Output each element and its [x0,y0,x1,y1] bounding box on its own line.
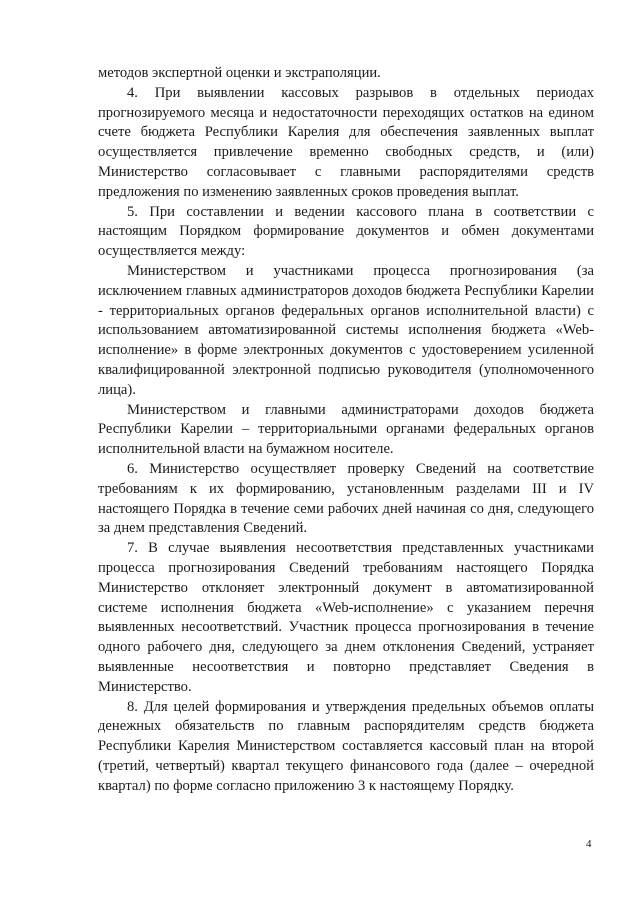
paragraph-item-6: 6. Министерство осуществляет проверку Сведений на соответствие требованиям к их формированию, установленным разделами III и IV настоящего Порядка в течение семи рабочих дней начиная со дня, следующего за днем представления Сведений. [98,460,594,537]
paragraph-item-5: 5. При составлении и ведении кассового плана в соответствии с настоящим Порядком формирование документов и обмен документами осуществляется между: [98,203,594,260]
paragraph-continuation: методов экспертной оценки и экстраполяции. [98,65,381,81]
paragraph-item-7: 7. В случае выявления несоответствия представленных участниками процесса прогнозирования Сведений требованиям настоящего Порядка Министерство отклоняет электронный документ в автоматизированной системе исполнения бюджета «Web-исполнение» с указанием перечня выявленных несоответствий. Участник процесса прогнозирования в течение одного рабочего дня, следующего за днем отклонения Сведений, устраняет выявленные несоответствия и повторно представляет Сведения в Министерство. [98,540,594,695]
paragraph-exchange-electronic: Министерством и участниками процесса прогнозирования (за исключением главных администраторов доходов бюджета Республики Карелии - территориальных органов федеральных органов исполнительной власти) с использованием автоматизированной системы исполнения бюджета «Web-исполнение» в форме электронных документов с удостоверением усиленной квалифицированной электронной подписью руководителя (уполномоченного лица). [98,262,594,398]
paragraph-exchange-paper: Министерством и главными администраторами доходов бюджета Республики Карелии – территориальными органами федеральных органов исполнительной власти на бумажном носителе. [98,401,594,458]
document-body [98,64,594,796]
page-number: 4 [586,838,592,850]
paragraph-item-8: 8. Для целей формирования и утверждения предельных объемов оплаты денежных обязательств по главным распорядителям средств бюджета Республики Карелия Министерством составляется кассовый план на второй (третий, четвертый) квартал текущего финансового года (далее – очередной квартал) по форме согласно приложению 3 к настоящему Порядку. [98,698,594,794]
paragraph-item-4: 4. При выявлении кассовых разрывов в отдельных периодах прогнозируемого месяца и недостаточности переходящих остатков на едином счете бюджета Республики Карелия для обеспечения заявленных выплат осуществляется привлечение временно свободных средств, и (или) Министерство согласовывает с главными распорядителями средств предложения по изменению заявленных сроков проведения выплат. [98,84,594,200]
